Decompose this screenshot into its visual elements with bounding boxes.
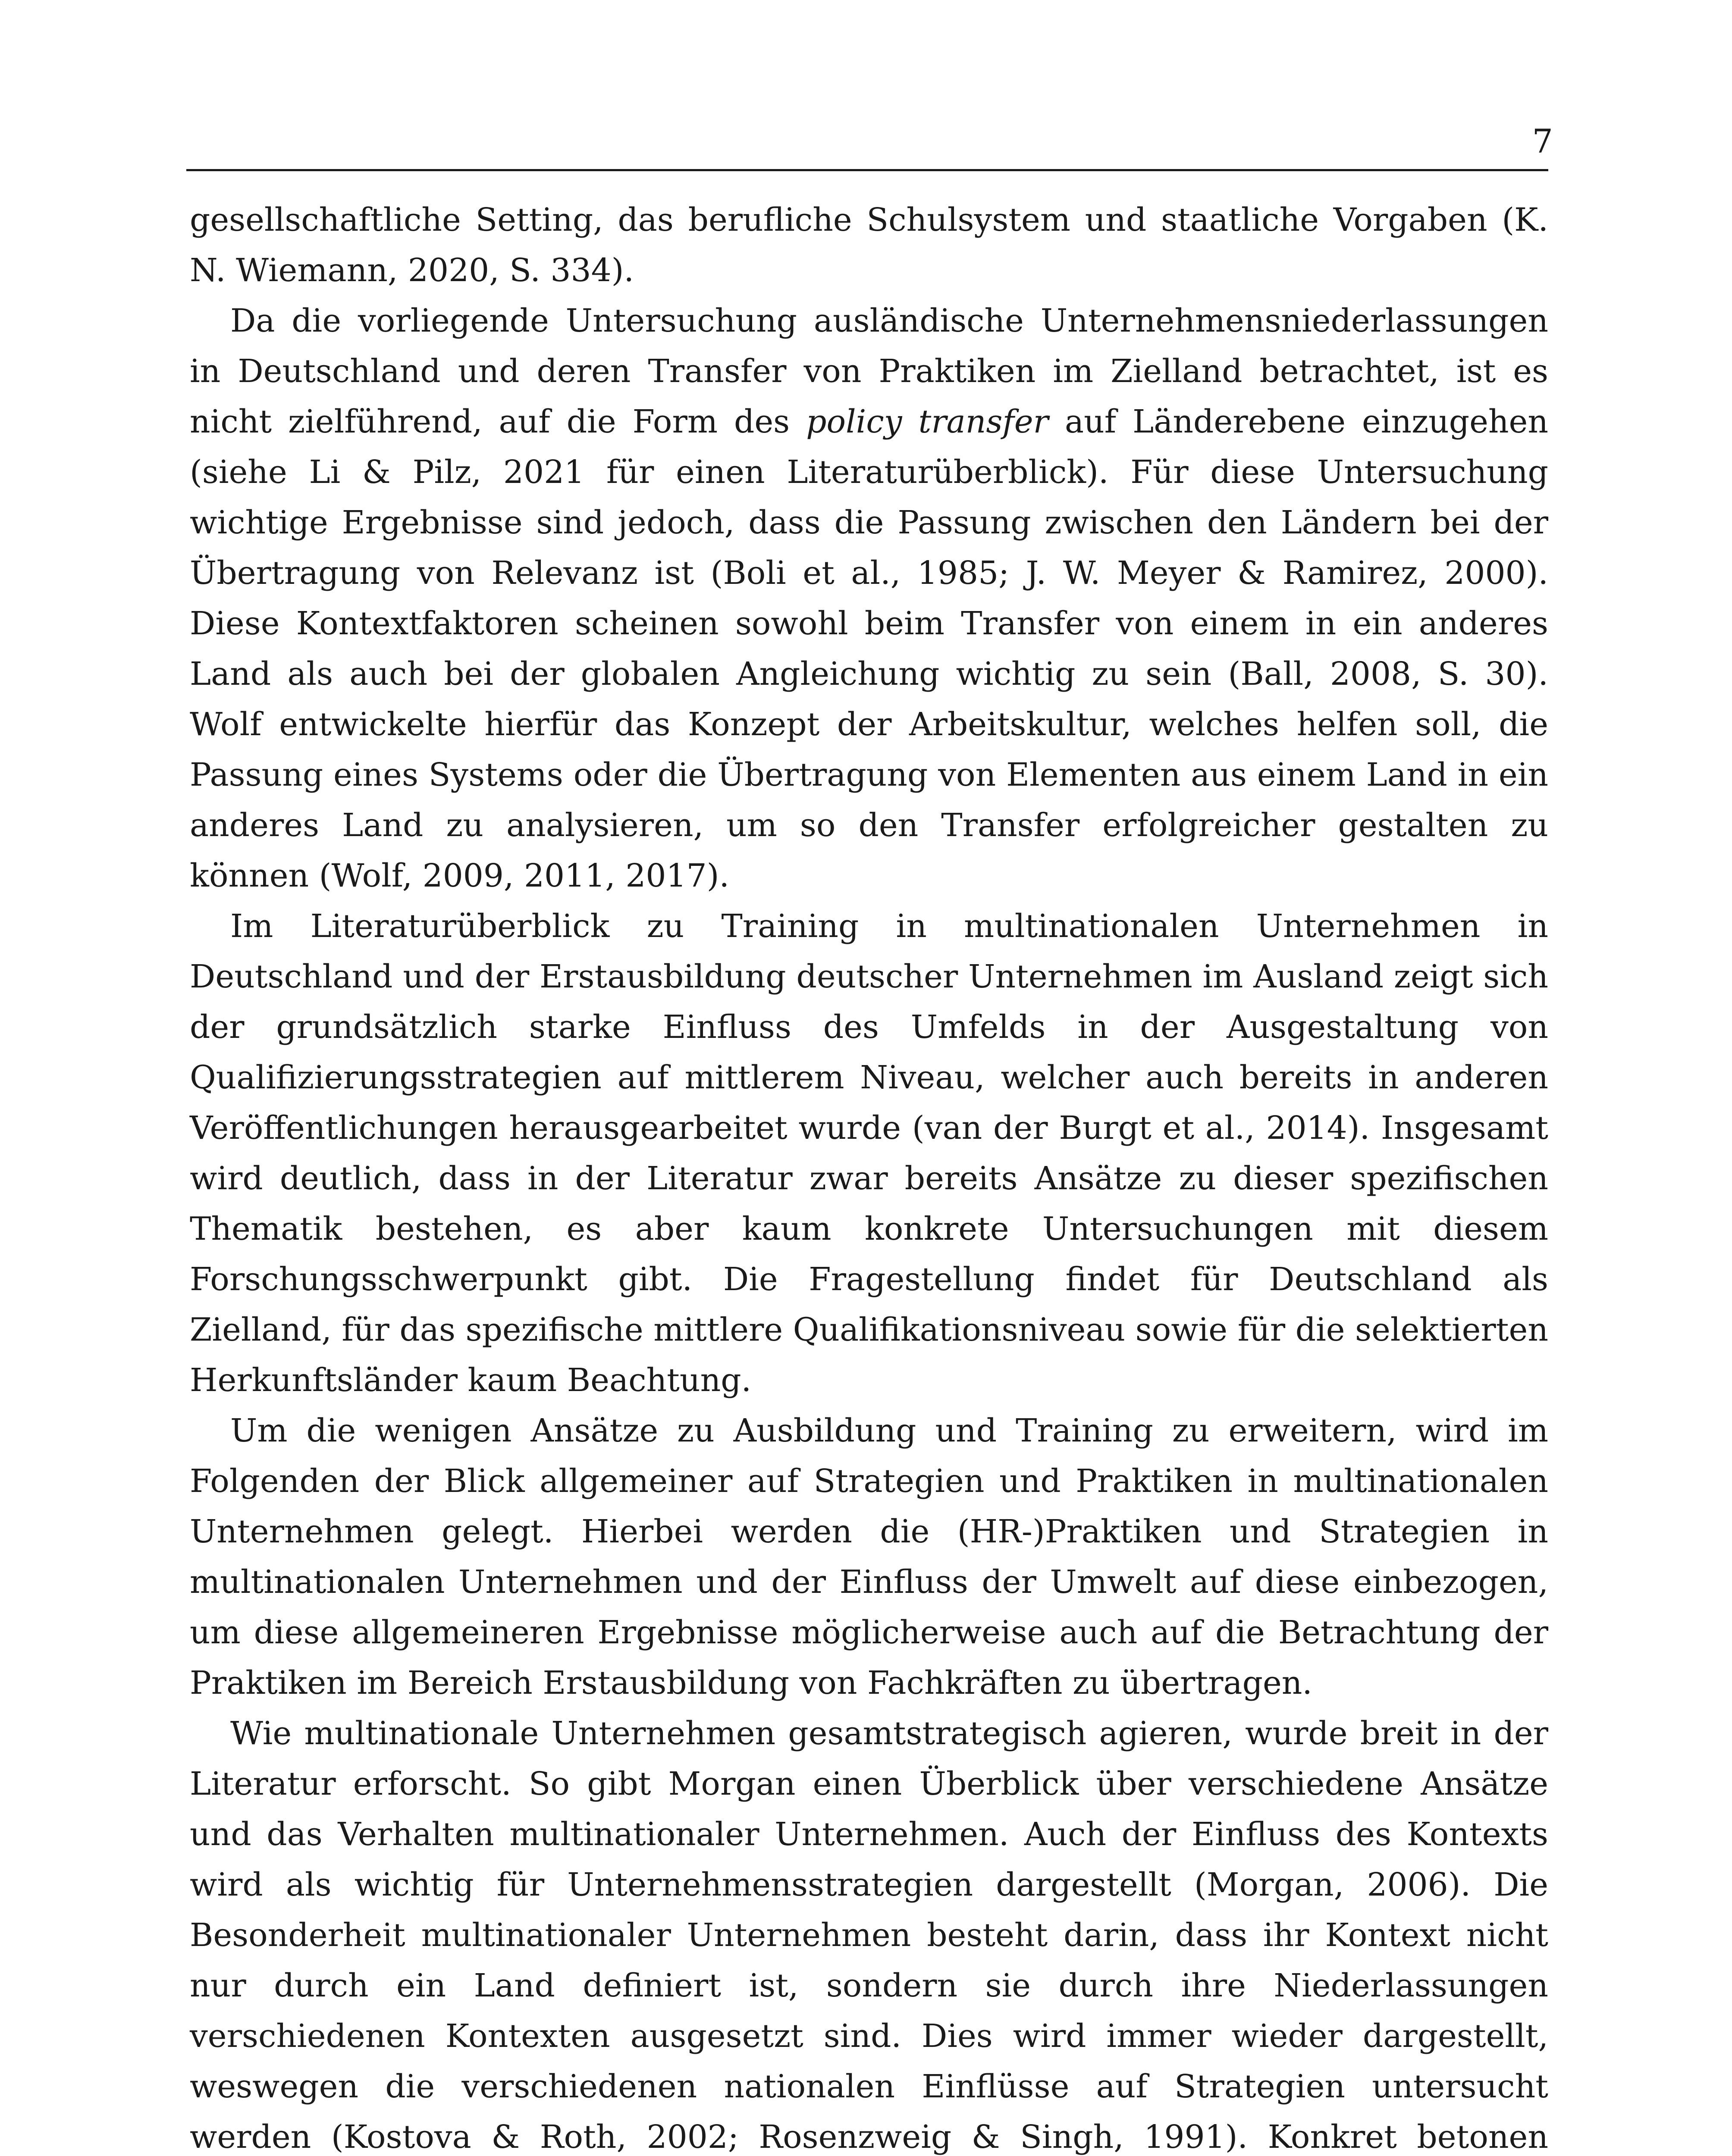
paragraph-2 — [190, 296, 1548, 901]
paragraph-3: Im Literaturüberblick zu Training in multinationalen Unternehmen in Deutschland und der Erstausbildung deutscher Unternehmen im Ausland zeigt sich der grundsätzlich starke Einfluss des Umfelds in der Ausgestaltung von Qualifizierungsstrategien auf mittlerem Niveau, welcher auch bereits in anderen Veröffentlichungen herausgearbeitet wurde (van der Burgt et al., 2014). Insgesamt wird deutlich, dass in der Literatur zwar bereits Ansätze zu dieser spezifischen Thematik bestehen, es aber kaum konkrete Untersuchungen mit diesem Forschungsschwerpunkt gibt. Die Fragestellung findet für Deutschland als Zielland, für das spezifische mittlere Qualifikationsniveau sowie für die selektierten Herkunftsländer kaum Beachtung. — [190, 908, 1548, 1399]
header-rule — [186, 169, 1548, 171]
paragraph-2-emphasis: policy transfer — [806, 403, 1048, 440]
paragraph-4: Um die wenigen Ansätze zu Ausbildung und Training zu erweitern, wird im Folgenden der Blick allgemeiner auf Strategien und Praktiken in multinationalen Unternehmen gelegt. Hierbei werden die (HR-)Praktiken und Strategien in multinationalen Unternehmen und der Einfluss der Umwelt auf diese einbezogen, um diese allgemeineren Ergebnisse möglicherweise auch auf die Betrachtung der Praktiken im Bereich Erstausbildung von Fachkräften zu übertragen. — [190, 1412, 1548, 1702]
paragraph-2-text-before: Da die vorliegende Untersuchung ausländische Unternehmensniederlassungen in Deutschland und deren Transfer von Praktiken im Zielland betrachtet, ist es nicht zielführend, auf die Form des — [190, 302, 1548, 440]
paragraph-5: Wie multinationale Unternehmen gesamtstrategisch agieren, wurde breit in der Literatur erforscht. So gibt Morgan einen Überblick über verschiedene Ansätze und das Verhalten multinationaler Unternehmen. Auch der Einfluss des Kontexts wird als wichtig für Unternehmensstrategien dargestellt (Morgan, 2006). Die Besonderheit multinationaler Unternehmen besteht darin, dass ihr Kontext nicht nur durch ein Land definiert ist, sondern sie durch ihre Niederlassungen verschiedenen Kontexten ausgesetzt sind. Dies wird immer wieder dargestellt, weswegen die verschiedenen nationalen Einflüsse auf Strategien untersucht werden (Kostova & Roth, 2002; Rosenzweig & Singh, 1991). Konkret betonen — [190, 1715, 1548, 2156]
paragraph-1: gesellschaftliche Setting, das berufliche Schulsystem und staatliche Vorgaben (K. N. Wiemann, 2020, S. 334). — [190, 201, 1548, 289]
page-number: 7 — [1532, 122, 1553, 160]
paragraph-2-text-after: auf Länderebene einzugehen (siehe Li & Pilz, 2021 für einen Literaturüberblick). Für diese Untersuchung wichtige Ergebnisse sind jedoch, dass die Passung zwischen den Ländern bei der Übertragung von Relevanz ist (Boli et al., 1985; J. W. Meyer & Ramirez, 2000). Diese Kontextfaktoren scheinen sowohl beim Transfer von einem in ein anderes Land als auch bei der globalen Angleichung wichtig zu sein (Ball, 2008, S. 30). Wolf entwickelte hierfür das Konzept der Arbeitskultur, welches helfen soll, die Passung eines Systems oder die Übertragung von Elementen aus einem Land in ein anderes Land zu analysieren, um so den Transfer erfolgreicher gestalten zu können (Wolf, 2009, 2011, 2017). — [190, 403, 1548, 894]
body-text — [190, 195, 1548, 2156]
